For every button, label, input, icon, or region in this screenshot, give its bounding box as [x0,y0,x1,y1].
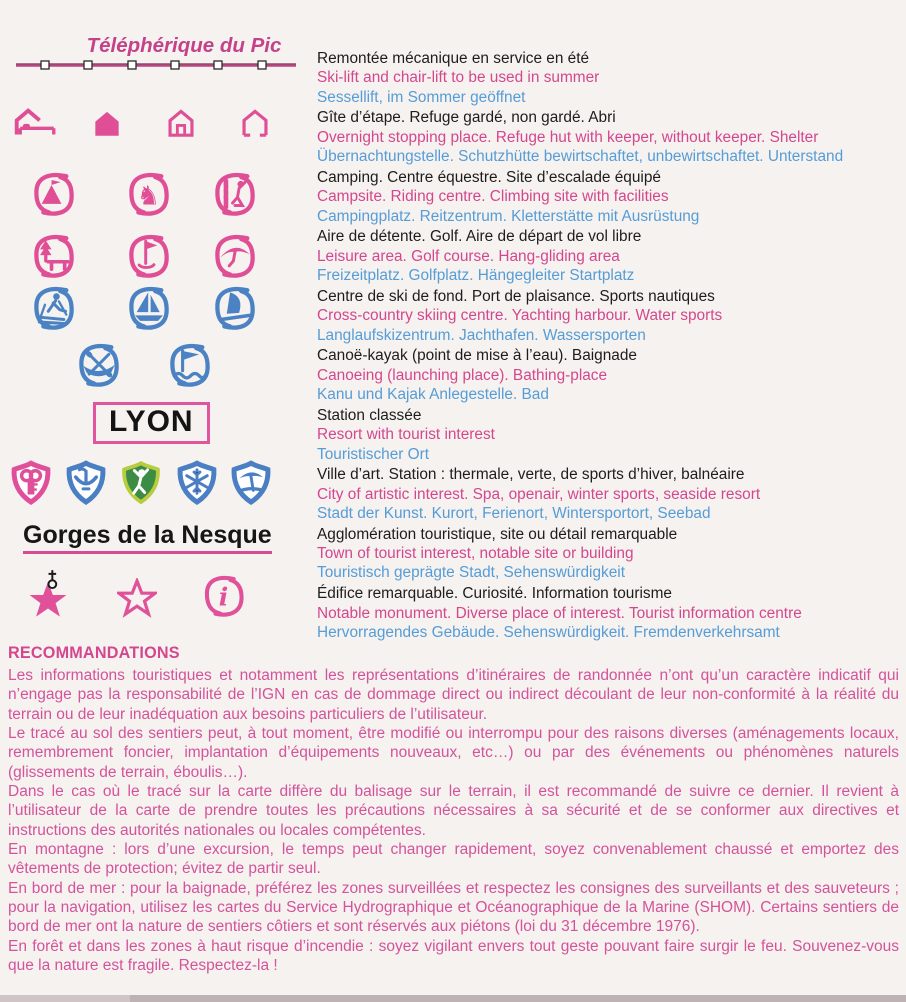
town-sample-label: LYON [109,405,194,438]
legend-line-fr: Remontée mécanique en service en été [317,50,590,67]
legend-line-fr: Camping. Centre équestre. Site d’escalade équipé [317,168,661,186]
abri-icon [240,109,270,142]
legend-line-de: Kanu und Kajak Anlegestelle. Bad [317,386,549,404]
windsurf-icon [212,285,258,336]
recommendation-paragraph: En bord de mer : pour la baignade, préférez les zones surveillées et respectez les consignes des surveillants et des sauveteurs ; pour la navigation, utilisez les cartes du Service Hydrographique et Océanographique de la Marine (SHOM). Certains sentiers de bord de mer ont la nature de sentiers côtiers et sont réservés aux piétons (loi du 31 décembre 1976). [8,879,899,936]
legend-line-en: Ski-lift and chair-lift to be used in summer [317,69,600,87]
legend-entry [317,227,843,285]
legend-line-en: Leisure area. Golf course. Hang-gliding area [317,247,620,265]
legend-line-de: Touristischer Ort [317,445,430,463]
legend-line-en: Resort with tourist interest [317,426,495,444]
legend-entry [317,108,843,166]
legend-entry [317,49,843,107]
legend-line-fr: Édifice remarquable. Curiosité. Information tourisme [317,585,672,603]
bathing-icon [167,342,213,393]
recommendation-paragraph: En forêt et dans les zones à haut risque d’incendie : soyez vigilant envers tout geste pouvant faire surgir le feu. Souvenez-vous que la nature est fragile. Respectez-la ! [8,937,899,975]
canoe-kayak-icon [76,342,122,393]
legend-line-en: Notable monument. Diverse place of interest. Tourist information centre [317,604,802,622]
recommendation-paragraph: Les informations touristiques et notamment les représentations d’itinéraires de randonnée n’ont qu’un caractère indicatif qui n’engage pas la responsabilité de l’IGN en cas de dommage direct ou indirect découlant de leur non-conformité à la réalité du terrain ou de leur inadéquation aux besoins particuliers de l’utilisateur. [8,667,899,723]
monument-star-icon [26,569,70,626]
legend-line-fr: Ville d’art. Station : thermale, verte, de sports d’hiver, balnéaire [317,466,745,484]
legend-line-fr: Station classée [317,406,422,424]
legend-line-fr: Aire de détente. Golf. Aire de départ de vol libre [317,228,642,246]
legend-line-de: Freizeitplatz. Golfplatz. Hängegleiter Startplatz [317,267,635,285]
legend-line-en: Overnight stopping place. Refuge hut with keeper, without keeper. Shelter [317,128,819,146]
legend-line-de: Stadt der Kunst. Kurort, Ferienort, Wintersportort, Seebad [317,504,711,522]
green-resort-shield-icon [119,459,163,512]
legend-line-fr: Gîte d’étape. Refuge gardé, non gardé. Abri [317,109,616,127]
legend-entry [317,584,843,642]
hang-gliding-icon [212,233,258,284]
site-sample-label: Gorges de la Nesque [23,521,272,554]
legend-line-de: Hervorragendes Gebäude. Sehenswürdigkeit. Fremdenverkehrsamt [317,623,780,641]
golf-icon [126,233,172,284]
legend-line-en: City of artistic interest. Spa, openair, winter sports, seaside resort [317,485,761,503]
refuge-garde-icon [92,110,122,142]
tourist-info-icon [201,574,249,623]
legend-line-fr: Canoë-kayak (point de mise à l’eau). Baignade [317,347,637,365]
legend-line-de: Touristisch geprägte Stadt, Sehenswürdigkeit [317,564,625,582]
svg-text:♞: ♞ [136,181,161,212]
legend-entry [317,346,843,404]
legend-entry [317,406,843,464]
legend-text-block [317,49,843,644]
beach-umbrella-shield-icon [229,459,273,512]
legend-line-en: Cross-country skiing centre. Yachting harbour. Water sports [317,307,723,325]
climbing-site-icon [212,171,258,222]
key-shield-icon [9,459,53,512]
camping-icon [31,171,77,222]
yacht-harbour-icon [126,285,172,336]
cable-lift-line-icon [16,58,296,76]
recommendations-section [8,644,899,976]
legend-line-de: Sessellift, im Sommer geöffnet [317,88,526,106]
legend-line-de: Übernachtungstelle. Schutzhütte bewirtschaftet, unbewirtschaftet. Unterstand [317,148,844,166]
legend-line-en: Town of tourist interest, notable site or building [317,545,634,563]
legend-line-en: Canoeing (launching place). Bathing-place [317,366,608,384]
legend-entry [317,525,843,583]
legend-entry [317,465,843,523]
legend-line-fr: Centre de ski de fond. Port de plaisance. Sports nautiques [317,287,715,305]
cross-country-ski-icon [31,285,77,336]
recommendations-paragraphs [8,666,899,976]
leisure-area-icon [31,233,77,284]
curiosity-star-icon [117,578,157,623]
refuge-non-garde-icon [166,109,196,142]
legend-line-en: Campsite. Riding centre. Climbing site with facilities [317,188,669,206]
recommendations-heading: RECOMMANDATIONS [8,644,180,662]
legend-line-de: Campingplatz. Reitzentrum. Kletterstätte mit Ausrüstung [317,207,700,225]
legend-line-de: Langlaufskizentrum. Jachthafen. Wassersporten [317,326,646,344]
cable-lift-label: Téléphérique du Pic [86,34,282,57]
scan-bottom-edge-dark [130,995,906,1002]
snowflake-shield-icon [175,459,219,512]
svg-text:i: i [218,581,229,612]
legend-entry [317,168,843,226]
recommendation-paragraph: Dans le cas où le tracé sur la carte diffère du balisage sur le terrain, il est recommandé de suivre ce dernier. Il revient à l’utilisateur de la carte de prendre toutes les précautions nécessaires à sa sécurité et de se conformer aux directives et instructions des autorités nationales ou locales compétentes. [8,783,899,839]
recommendation-paragraph: Le tracé au sol des sentiers peut, à tout moment, être modifié ou interrompu pour des raisons diverses (aménagements locaux, remembrement foncier, implantation d’équipements nouveaux, etc…) ou par des événements ou phénomènes naturels (glissements de terrain, éboulis…). [8,725,899,781]
gite-etape-icon [12,108,62,143]
scan-bottom-edge [0,995,906,1002]
riding-centre-icon [126,171,172,222]
legend-line-fr: Agglomération touristique, site ou détail remarquable [317,525,678,543]
recommendation-paragraph: En montagne : lors d’une excursion, le temps peut changer rapidement, soyez convenablement chaussé et emportez des vêtements de protection; évitez de partir seul. [8,841,899,878]
legend-entry [317,287,843,345]
town-sample-box [93,402,210,444]
spa-shield-icon [64,459,108,512]
